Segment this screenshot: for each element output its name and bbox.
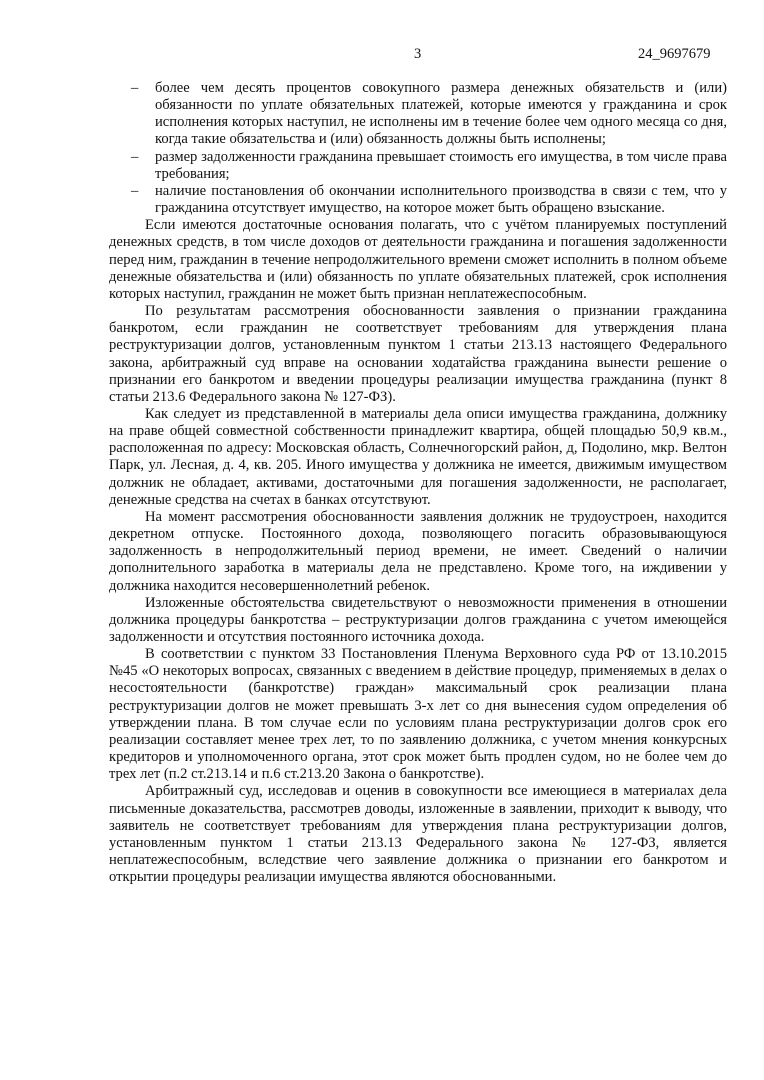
bullet-dash: – (131, 182, 139, 199)
bullet-dash: – (131, 148, 139, 165)
paragraph: На момент рассмотрения обоснованности заявления должник не трудоустроен, находится декретном отпуске. Постоянного дохода, позволяющего погасить образовывающуюся задолженность в непродолжительный период времени, не имеет. Сведений о наличии дополнительного заработка в материалы дела не представлено. Кроме того, на иждивении у должника находится несовершеннолетний ребенок. (109, 508, 727, 594)
paragraph: Арбитражный суд, исследовав и оценив в совокупности все имеющиеся в материалах дела письменные доказательства, рассмотрев доводы, изложенные в заявлении, приходит к выводу, что заявитель не соответствует требованиям для утверждения плана реструктуризации долгов, установленным пунктом 1 статьи 213.13 Федерального закона № 127-ФЗ, является неплатежеспособным, вследствие чего заявление должника о признании его банкротом и открытии процедуры реализации имущества являются обоснованными. (109, 783, 727, 886)
paragraph: Как следует из представленной в материалы дела описи имущества гражданина, должнику на праве общей совместной собственности принадлежит квартира, общей площадью 50,9 кв.м., расположенная по адресу: Московская область, Солнечногорский район, д, Подолино, мкр. Велтон Парк, ул. Лесная, д. 4, кв. 205. Иного имущества у должника не имеется, движимым имуществом должник не обладает, активами, достаточными для погашения задолженности, не располагает, денежные средства на счетах в банках отсутствуют. (109, 405, 727, 508)
bullet-text: наличие постановления об окончании исполнительного производства в связи с тем, что у гражданина отсутствует имущество, на которое может быть обращено взыскание. (155, 182, 727, 217)
page-number: 3 (414, 46, 422, 62)
bullet-text: более чем десять процентов совокупного размера денежных обязательств и (или) обязанности по уплате обязательных платежей, которые имеются у гражданина и срок исполнения которых наступил, не исполнены им в течение более чем одного месяца со дня, когда такие обязательства и (или) обязанность должны быть исполнены; (155, 80, 727, 148)
paragraph: В соответствии с пунктом 33 Постановления Пленума Верховного суда РФ от 13.10.2015 №45 «О некоторых вопросах, связанных с введением в действие процедур, применяемых в делах о несостоятельности (банкротстве) граждан» максимальный срок реализации плана реструктуризации долгов не может превышать 3-х лет со дня вынесения судом определения об утверждении плана. В том случае если по условиям плана реструктуризации долгов срок его реализации составляет менее трех лет, то по заявлению должника, с учетом мнения конкурсных кредиторов и уполномоченного органа, этот срок может быть продлен судом, но не более чем до трех лет (п.2 ст.213.14 и п.6 ст.213.20 Закона о банкротстве). (109, 646, 727, 783)
bullet-text: размер задолженности гражданина превышает стоимость его имущества, в том числе права требования; (155, 148, 727, 182)
paragraph: Если имеются достаточные основания полагать, что с учётом планируемых поступлений денежных средств, в том числе доходов от деятельности гражданина и погашения задолженности перед ним, гражданин в течение непродолжительного времени сможет исполнить в полном объеме денежные обязательства и (или) обязанность по уплате обязательных платежей, срок исполнения которых наступил, гражданин не может быть признан неплатежеспособным. (109, 217, 727, 302)
page-header (0, 46, 764, 66)
document-body (109, 80, 727, 886)
bullet-item (109, 80, 727, 149)
paragraph: По результатам рассмотрения обоснованности заявления о признании гражданина банкротом, если гражданин не соответствует требованиям для утверждения плана реструктуризации долгов, установленным пунктом 1 статьи 213.13 настоящего Федерального закона, арбитражный суд вправе на основании ходатайства гражданина вынести решение о признании его банкротом и введении процедуры реализации имущества гражданина (пункт 8 статьи 213.6 Федерального закона № 127-ФЗ). (109, 303, 727, 405)
bullet-dash: – (131, 80, 139, 96)
bullet-item (109, 149, 727, 183)
case-number: 24_9697679 (638, 46, 711, 62)
paragraph: Изложенные обстоятельства свидетельствуют о невозможности применения в отношении должника процедуры банкротства – реструктуризации долгов гражданина с учетом имеющейся задолженности и отсутствия постоянного источника дохода. (109, 594, 727, 645)
bullet-item (109, 183, 727, 217)
